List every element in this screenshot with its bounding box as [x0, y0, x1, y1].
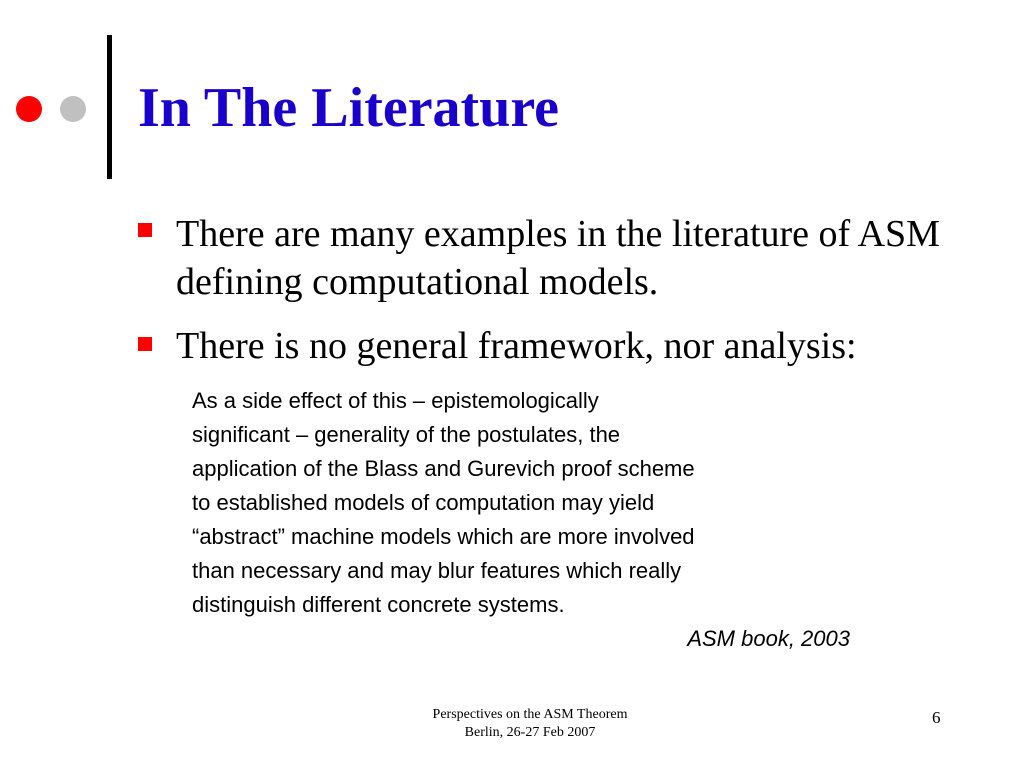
footer-line-1: Perspectives on the ASM Theorem [432, 707, 628, 722]
quote-line: “abstract” machine models which are more involved [192, 524, 695, 549]
quote-citation: ASM book, 2003 [687, 626, 850, 651]
page-number: 6 [932, 708, 941, 727]
decorative-red-dot [16, 96, 42, 122]
bullet-text-2: There is no general framework, nor analysis: [176, 325, 857, 367]
quote-block [192, 384, 872, 622]
bullet-text-1: There are many examples in the literature of ASM defining computational models. [176, 213, 940, 303]
quote-line: to established models of computation may yield [192, 490, 655, 515]
quote-line: distinguish different concrete systems. [192, 592, 565, 617]
footer-line-2: Berlin, 26-27 Feb 2007 [464, 725, 596, 740]
quote-line: than necessary and may blur features which really [192, 558, 682, 583]
bullet-square-icon [138, 223, 152, 237]
slide-title: In The Literature [138, 77, 560, 139]
quote-line: As a side effect of this – epistemologically [192, 388, 599, 413]
quote-line: application of the Blass and Gurevich proof scheme [192, 456, 695, 481]
title-divider-bar [107, 35, 112, 179]
slide-footer [380, 706, 680, 742]
quote-line: significant – generality of the postulates, the [192, 422, 621, 447]
decorative-gray-dot [60, 96, 86, 122]
bullet-square-icon [138, 337, 152, 351]
